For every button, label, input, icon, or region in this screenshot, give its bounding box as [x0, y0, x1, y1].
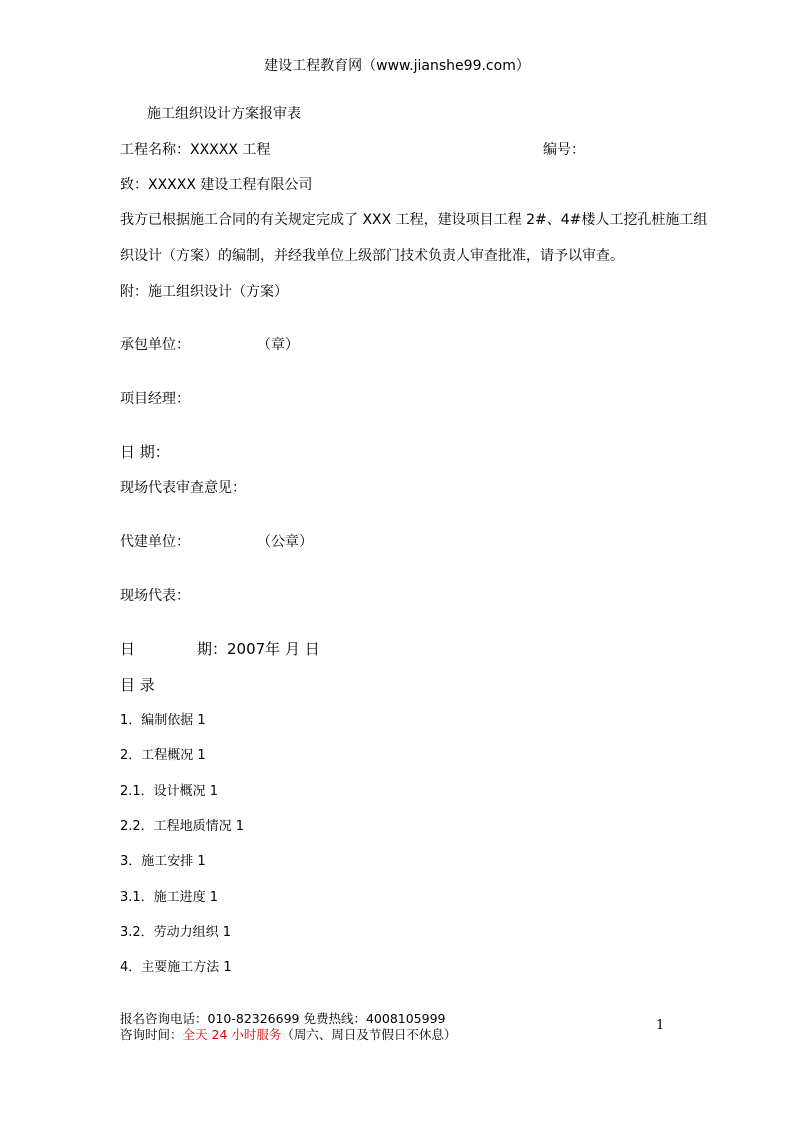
agent-unit-label: 代建单位： — [120, 534, 190, 550]
date2-rest: 期：2007年 月 日 — [197, 640, 320, 658]
site-opinion-label: 现场代表审查意见： — [120, 480, 246, 496]
document-title: 施工组织设计方案报审表 — [147, 106, 301, 122]
project-name-label: 工程名称：XXXXX 工程 — [120, 142, 271, 158]
paragraph-line-1: 我方已根据施工合同的有关规定完成了 XXX 工程，建设项目工程 2#、4#楼人工挖孔桩施工组 — [120, 212, 708, 228]
paragraph-line-2: 织设计（方案）的编制，并经我单位上级部门技术负责人审查批准，请予以审查。 — [120, 248, 624, 264]
site-rep-label: 现场代表： — [120, 588, 190, 604]
toc-item: 3.2．劳动力组织 1 — [120, 925, 232, 940]
attachment-line: 附：施工组织设计（方案） — [120, 284, 288, 300]
footer-hours-suffix: （周六、周日及节假日不休息） — [281, 1027, 457, 1042]
contractor-label: 承包单位： — [120, 337, 190, 353]
toc-item: 3.1．施工进度 1 — [120, 890, 219, 905]
number-label: 编号： — [543, 142, 585, 158]
toc-item: 4．主要施工方法 1 — [120, 960, 232, 975]
contractor-seal: （章） — [257, 337, 299, 353]
site-header: 建设工程教育网（www.jianshe99.com） — [264, 58, 530, 74]
date2-ri: 日 — [120, 640, 136, 658]
toc-item: 2．工程概况 1 — [120, 748, 206, 763]
agent-seal: （公章） — [257, 534, 313, 550]
footer-contact-line: 报名咨询电话：010-82326699 免费热线：4008105999 — [120, 1011, 446, 1026]
toc-item: 3．施工安排 1 — [120, 854, 206, 869]
footer-hours-line — [120, 1029, 456, 1042]
toc-item: 2.1．设计概况 1 — [120, 784, 219, 799]
addressee-line: 致：XXXXX 建设工程有限公司 — [120, 177, 313, 193]
date-label: 日 期： — [120, 443, 170, 461]
project-manager-label: 项目经理： — [120, 391, 190, 407]
footer-hours-prefix: 咨询时间： — [120, 1027, 183, 1042]
toc-item: 2.2．工程地质情况 1 — [120, 819, 245, 834]
toc-item: 1．编制依据 1 — [120, 713, 206, 728]
page-number: 1 — [656, 1018, 665, 1033]
footer-hours-highlight: 全天 24 小时服务 — [182, 1027, 282, 1042]
toc-title: 目 录 — [120, 676, 155, 694]
